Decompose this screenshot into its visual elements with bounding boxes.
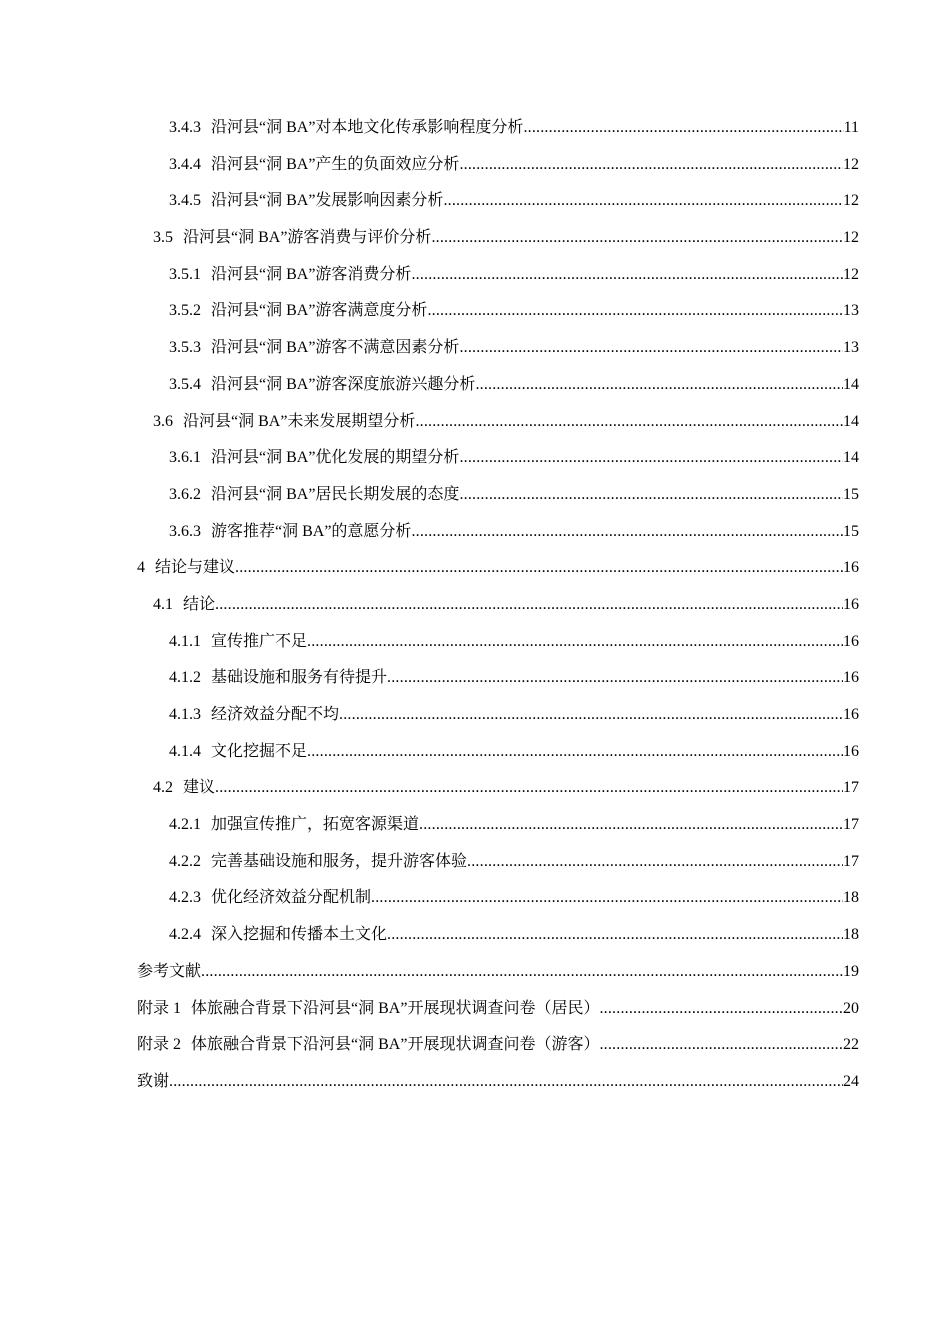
toc-entry-page: 17: [843, 816, 859, 834]
toc-dot-leader: [459, 147, 843, 183]
toc-entry[interactable]: [0, 477, 950, 514]
toc-entry-title: 沿河县“洞 BA”游客不满意因素分析: [211, 339, 460, 357]
toc-entry[interactable]: [0, 514, 950, 551]
toc-entry-number: 3.4.5: [169, 192, 201, 210]
toc-entry[interactable]: [0, 147, 950, 184]
toc-entry-page: 11: [843, 119, 859, 136]
toc-dot-leader: [215, 770, 843, 806]
toc-entry-title: 参考文献: [137, 962, 202, 980]
toc-entry[interactable]: [0, 697, 950, 734]
toc-entry-number: 4.1.1: [169, 632, 201, 650]
toc-entry-page: 12: [843, 192, 859, 210]
toc-entry[interactable]: [0, 807, 950, 844]
toc-dot-leader: [371, 880, 843, 916]
toc-entry[interactable]: [0, 1064, 950, 1101]
toc-entry-number: 3.5.4: [169, 375, 201, 393]
toc-entry-page: 16: [843, 706, 859, 723]
toc-entry-title: 文化挖掘不足: [211, 742, 308, 760]
toc-entry-page: 12: [843, 155, 859, 173]
toc-entry-number: 3.6: [153, 412, 173, 430]
toc-entry-page: 17: [843, 779, 859, 797]
toc-entry[interactable]: [0, 404, 950, 441]
toc-entry[interactable]: [0, 440, 950, 477]
toc-entry-number: 4.2: [153, 779, 173, 797]
toc-dot-leader: [339, 697, 843, 733]
toc-entry[interactable]: [0, 367, 950, 404]
toc-entry-page: 12: [843, 265, 859, 283]
toc-entry[interactable]: [0, 991, 950, 1028]
toc-entry-number: 4.2.1: [169, 816, 201, 834]
toc-entry-page: 22: [843, 1036, 859, 1054]
toc-entry-number: 3.6.3: [169, 522, 201, 540]
table-of-contents: [0, 110, 950, 1101]
toc-entry-page: 18: [843, 889, 859, 907]
toc-entry-number: 4.1.4: [169, 742, 201, 760]
toc-entry[interactable]: [0, 844, 950, 881]
toc-entry-title: 沿河县“洞 BA”游客消费分析: [211, 265, 412, 283]
toc-dot-leader: [467, 844, 843, 880]
toc-entry-number: 3.5.3: [169, 339, 201, 357]
toc-entry[interactable]: [0, 587, 950, 624]
toc-entry-title: 完善基础设施和服务，提升游客体验: [211, 852, 468, 870]
toc-dot-leader: [201, 954, 843, 990]
toc-dot-leader: [415, 404, 843, 440]
toc-entry[interactable]: [0, 770, 950, 807]
toc-entry[interactable]: [0, 293, 950, 330]
toc-entry[interactable]: [0, 220, 950, 257]
toc-entry-number: 4: [137, 559, 145, 577]
toc-entry-title: 结论与建议: [155, 559, 236, 577]
toc-entry-title: 体旅融合背景下沿河县“洞 BA”开展现状调查问卷（游客）: [191, 1036, 600, 1054]
toc-entry[interactable]: [0, 110, 950, 147]
toc-entry-number: 3.6.1: [169, 449, 201, 467]
toc-entry[interactable]: [0, 257, 950, 294]
toc-entry-page: 12: [843, 229, 859, 247]
toc-entry[interactable]: [0, 734, 950, 771]
toc-entry-page: 18: [843, 926, 859, 944]
toc-entry-number: 3.5: [153, 229, 173, 247]
toc-entry-number: 3.6.2: [169, 485, 201, 503]
toc-entry[interactable]: [0, 550, 950, 587]
toc-entry-number: 3.4.4: [169, 155, 201, 173]
toc-entry-page: 16: [843, 742, 859, 760]
toc-entry-title: 经济效益分配不均: [211, 706, 340, 723]
toc-entry-title: 沿河县“洞 BA”未来发展期望分析: [183, 412, 416, 430]
toc-entry-page: 14: [843, 412, 859, 430]
toc-entry[interactable]: [0, 660, 950, 697]
toc-entry-title: 宣传推广不足: [211, 632, 308, 650]
toc-entry-title: 建议: [183, 779, 216, 797]
toc-dot-leader: [599, 991, 843, 1027]
toc-entry-title: 沿河县“洞 BA”游客消费与评价分析: [183, 229, 432, 247]
toc-entry[interactable]: [0, 624, 950, 661]
toc-dot-leader: [307, 624, 843, 660]
toc-dot-leader: [459, 330, 843, 366]
toc-dot-leader: [235, 550, 843, 586]
toc-entry-title: 深入挖掘和传播本土文化: [211, 926, 388, 944]
toc-entry[interactable]: [0, 183, 950, 220]
toc-dot-leader: [169, 1064, 843, 1100]
toc-entry-number: 3.4.3: [169, 119, 201, 136]
toc-entry-page: 14: [843, 449, 859, 467]
toc-entry-number: 附录 2: [137, 1036, 182, 1054]
toc-dot-leader: [475, 367, 843, 403]
toc-entry-number: 附录 1: [137, 999, 182, 1017]
toc-entry-number: 4.1: [153, 595, 173, 613]
toc-entry[interactable]: [0, 954, 950, 991]
toc-entry-page: 24: [843, 1072, 859, 1090]
toc-entry[interactable]: [0, 330, 950, 367]
toc-entry-title: 致谢: [137, 1072, 170, 1090]
toc-entry-page: 13: [843, 339, 859, 357]
toc-entry-title: 加强宣传推广，拓宽客源渠道: [211, 816, 420, 834]
toc-entry-page: 16: [843, 595, 859, 613]
toc-entry-title: 沿河县“洞 BA”优化发展的期望分析: [211, 449, 460, 467]
toc-entry-title: 沿河县“洞 BA”居民长期发展的态度: [211, 485, 460, 503]
toc-dot-leader: [523, 110, 843, 146]
toc-entry-number: 4.1.2: [169, 669, 201, 687]
toc-entry-number: 4.1.3: [169, 706, 201, 723]
toc-entry-title: 基础设施和服务有待提升: [211, 669, 388, 687]
toc-dot-leader: [431, 220, 843, 256]
toc-dot-leader: [599, 1027, 843, 1063]
toc-entry-page: 20: [843, 999, 859, 1017]
toc-entry-page: 19: [843, 962, 859, 980]
toc-dot-leader: [387, 917, 843, 953]
toc-entry-title: 沿河县“洞 BA”产生的负面效应分析: [211, 155, 460, 173]
toc-dot-leader: [443, 183, 843, 219]
toc-entry-title: 沿河县“洞 BA”游客满意度分析: [211, 302, 428, 320]
toc-entry-page: 16: [843, 632, 859, 650]
toc-entry[interactable]: [0, 1027, 950, 1064]
toc-entry-title: 结论: [183, 595, 216, 613]
toc-entry-title: 沿河县“洞 BA”游客深度旅游兴趣分析: [211, 375, 476, 393]
toc-dot-leader: [307, 734, 843, 770]
toc-dot-leader: [419, 807, 843, 843]
toc-entry-page: 14: [843, 375, 859, 393]
toc-entry-page: 16: [843, 559, 859, 577]
toc-entry-title: 游客推荐“洞 BA”的意愿分析: [211, 522, 412, 540]
toc-entry-title: 体旅融合背景下沿河县“洞 BA”开展现状调查问卷（居民）: [191, 999, 600, 1017]
toc-entry-title: 沿河县“洞 BA”对本地文化传承影响程度分析: [211, 119, 524, 136]
toc-entry-page: 15: [843, 522, 859, 540]
toc-dot-leader: [427, 293, 843, 329]
toc-dot-leader: [215, 587, 843, 623]
toc-entry-title: 优化经济效益分配机制: [211, 889, 372, 907]
toc-entry-number: 3.5.2: [169, 302, 201, 320]
toc-dot-leader: [411, 514, 843, 550]
toc-dot-leader: [387, 660, 843, 696]
toc-entry[interactable]: [0, 880, 950, 917]
toc-entry-page: 13: [843, 302, 859, 320]
toc-entry-page: 17: [843, 852, 859, 870]
toc-dot-leader: [411, 257, 843, 293]
toc-dot-leader: [459, 440, 843, 476]
toc-entry-number: 4.2.2: [169, 852, 201, 870]
toc-entry[interactable]: [0, 917, 950, 954]
toc-dot-leader: [459, 477, 843, 513]
toc-entry-number: 4.2.4: [169, 926, 201, 944]
toc-entry-title: 沿河县“洞 BA”发展影响因素分析: [211, 192, 444, 210]
toc-entry-page: 16: [843, 669, 859, 687]
toc-entry-page: 15: [843, 485, 859, 503]
toc-entry-number: 3.5.1: [169, 265, 201, 283]
toc-entry-number: 4.2.3: [169, 889, 201, 907]
